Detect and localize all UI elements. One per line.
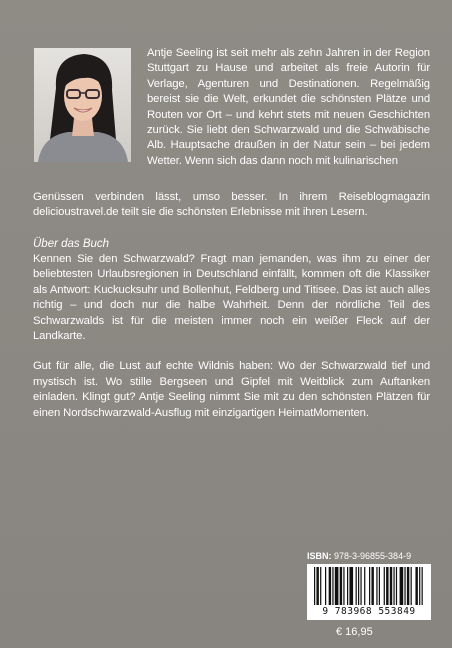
- isbn-label: ISBN:: [307, 551, 332, 561]
- barcode-bar: [407, 567, 409, 605]
- barcode-bar: [369, 567, 370, 605]
- author-portrait-image: [34, 48, 131, 162]
- about-book-text: [33, 252, 430, 436]
- barcode-bars-icon: [313, 567, 425, 605]
- barcode-bar: [349, 567, 353, 605]
- author-bio-text: Antje Seeling ist seit mehr als zehn Jahren in der Region Stuttgart zu Hause und arbeitet als freie Autorin für Verlage, Agenturen und Destinationen. Regelmäßig bereist sie die Welt, erkundet die schönsten Plätze und Routen vor Ort – und kehrt stets mit neuen Geschichten zurück. Sie liebt den Schwarzwald und die Schwäbische Alb. Hauptsache draußen in der Natur sein – bei jedem Wetter. Wenn sich das dann noch mit kulinarischen: [147, 47, 430, 167]
- barcode-bar: [360, 567, 361, 605]
- barcode-bar: [343, 567, 344, 605]
- barcode-bar: [400, 567, 404, 605]
- barcode-bar: [404, 567, 405, 605]
- barcode-bar: [422, 567, 423, 605]
- about-paragraph-2: Gut für alle, die Lust auf echte Wildnis haben: Wo der Schwarzwald tief und mystisch ist. Wo stille Bergseen und Gipfel mit Weitblick zum Auftanken einladen. Klingt gut? Antje Seeling nimmt Sie mit zu den schönsten Plätzen für einen Nordschwarzwald-Ausflug mit einzigartigen HeimatMomenten.: [33, 360, 430, 419]
- barcode-digits: 9 783968 553849: [322, 606, 416, 617]
- barcode-bar: [390, 567, 392, 605]
- barcode: [307, 564, 431, 620]
- barcode-bar: [347, 567, 348, 605]
- barcode-bar: [376, 567, 377, 605]
- barcode-bar: [316, 567, 318, 605]
- about-paragraph-1: Kennen Sie den Schwarzwald? Fragt man jemanden, was ihm zu einer der beliebtesten Urlaubsregionen in Deutschland einfällt, kommen oft die Klassiker als Antwort: Kuckucksuhr und Bollenhut, Feldberg und Titisee. Das ist auch alles richtig – und doch nur die halbe Wahrheit. Denn der nördliche Teil des Schwarzwalds ist für die meisten immer noch ein weißer Fleck auf der Landkarte.: [33, 253, 430, 343]
- barcode-bar: [335, 567, 339, 605]
- barcode-bar: [358, 567, 359, 605]
- barcode-bar: [320, 567, 321, 605]
- barcode-bar: [393, 567, 394, 605]
- barcode-bar: [314, 567, 315, 605]
- barcode-bar: [419, 567, 420, 605]
- barcode-bar: [396, 567, 397, 605]
- barcode-bar: [325, 567, 326, 605]
- price: € 16,95: [336, 626, 373, 638]
- author-bio-continued: Genüssen verbinden lässt, umso besser. In ihrem Reiseblogmagazin delicioustravel.de teilt sie die schönsten Erlebnisse mit ihren Lesern.: [33, 191, 430, 219]
- isbn-value: 978-3-96855-384-9: [334, 551, 412, 561]
- author-photo: [34, 48, 131, 162]
- barcode-bar: [386, 567, 388, 605]
- barcode-bar: [356, 567, 357, 605]
- barcode-bar: [371, 567, 373, 605]
- isbn-line: [307, 551, 431, 562]
- barcode-bar: [340, 567, 342, 605]
- barcode-bar: [332, 567, 333, 605]
- barcode-bar: [411, 567, 412, 605]
- about-book-heading: Über das Buch: [33, 238, 110, 250]
- barcode-bar: [384, 567, 385, 605]
- barcode-bar: [364, 567, 365, 605]
- barcode-bar: [329, 567, 331, 605]
- barcode-bar: [379, 567, 380, 605]
- barcode-bar: [415, 567, 417, 605]
